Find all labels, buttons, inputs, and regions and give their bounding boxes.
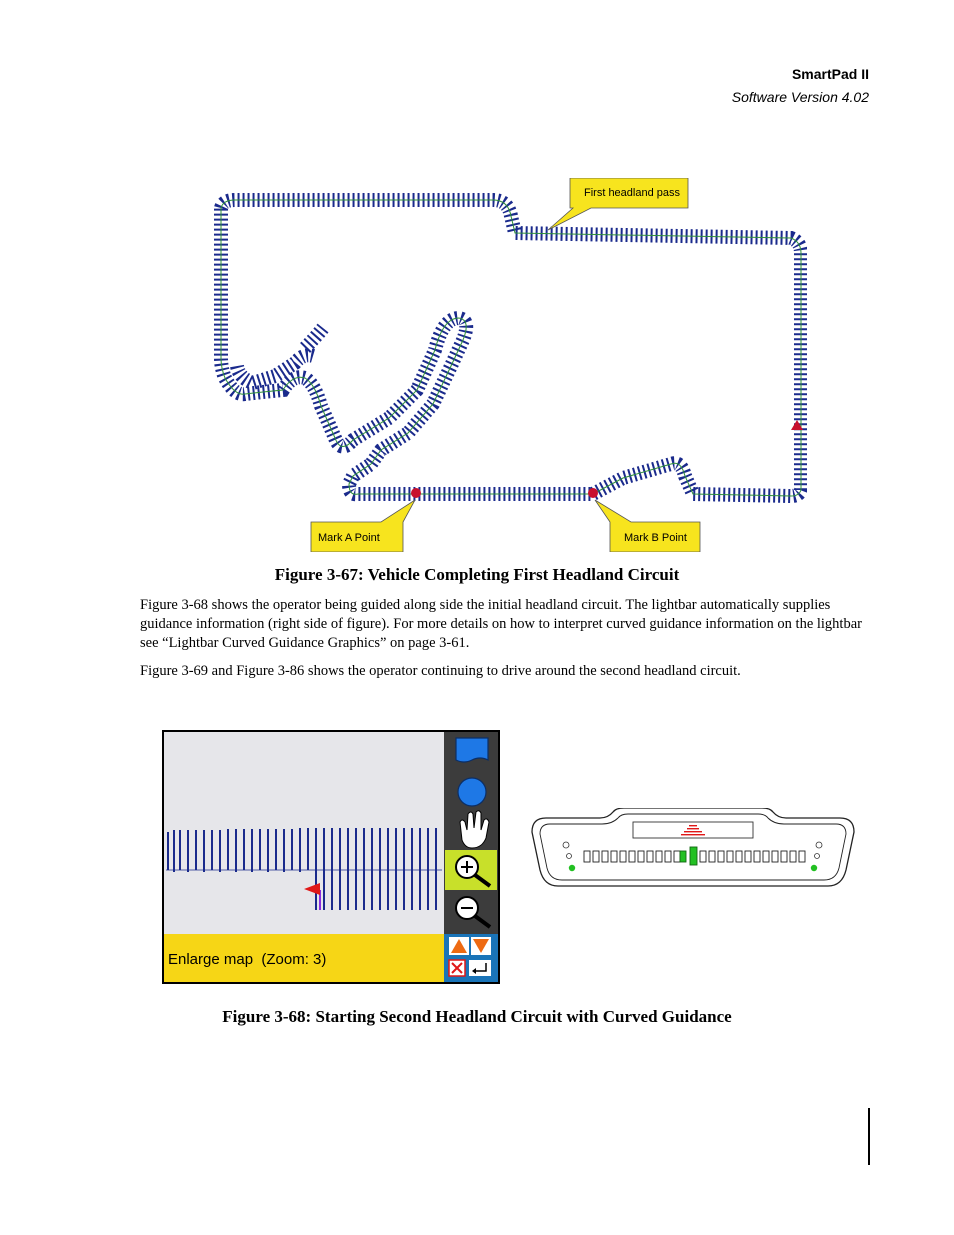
enter-icon[interactable] [469,960,491,976]
field-boundary-icon[interactable] [456,738,488,762]
lightbar-text-window [633,822,753,838]
figure-3-68-caption: Figure 3-68: Starting Second Headland Circuit with Curved Guidance [222,1007,732,1026]
down-arrow-icon[interactable] [471,937,491,955]
figure-3-67-headland-map [203,178,807,552]
paragraph-guidance: Figure 3-68 shows the operator being guided along side the initial headland circuit. The lightbar automatically supplies guidance information (right side of figure). For more details on how to interpret curved guidance information on the lightbar see “Lightbar Curved Guidance Graphics” on page 3-61. [140,597,862,651]
paragraph-continuation: Figure 3-69 and Figure 3-86 shows the operator continuing to drive around the second headland circuit. [140,663,741,679]
lightbar-display [528,808,858,890]
change-bar [868,1108,870,1165]
circle-icon[interactable] [458,778,486,806]
figure-3-67-caption: Figure 3-67: Vehicle Completing First Headland Circuit [274,565,680,584]
software-version: Software Version 4.02 [731,89,869,105]
svg-text:Mark A Point: Mark A Point [318,532,380,544]
status-text: Enlarge map (Zoom: 3) [168,951,327,968]
mark-b-point-marker [588,488,598,498]
svg-text:First headland pass: First headland pass [584,187,680,199]
map-view[interactable] [164,732,444,934]
cancel-icon[interactable] [449,960,465,976]
figure-3-68-smartpad-screen [162,730,500,984]
up-arrow-icon[interactable] [449,937,469,955]
product-name: SmartPad II [791,66,869,82]
svg-text:Mark B Point: Mark B Point [624,532,687,544]
zoom-in-icon[interactable] [445,850,497,890]
mark-a-point-marker [411,488,421,498]
